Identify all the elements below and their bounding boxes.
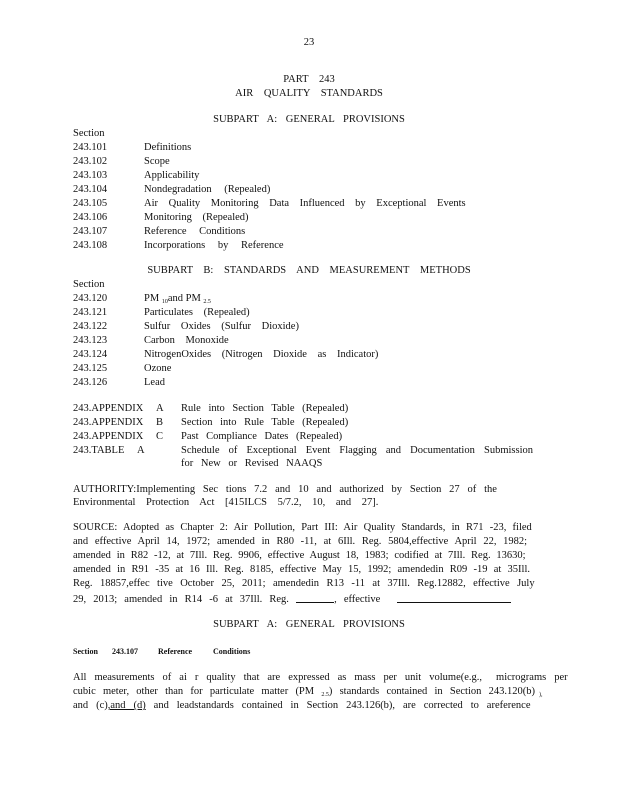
- toc-title: Sulfur Oxides (Sulfur Dioxide): [144, 321, 299, 332]
- section-column-label: Section: [73, 128, 105, 139]
- appendix-letter: C: [156, 431, 164, 442]
- appendix-number: 243.APPENDIX: [73, 403, 144, 414]
- pm-label: PM: [144, 293, 160, 304]
- toc-title: Incorporations by Reference: [144, 240, 284, 251]
- subpart-a-heading-repeat: SUBPART A: GENERAL PROVISIONS: [213, 619, 405, 630]
- section-heading-number: 243.107: [112, 647, 138, 656]
- part-subtitle: AIR QUALITY STANDARDS: [235, 88, 383, 99]
- appendix-letter: A: [156, 403, 164, 414]
- toc-number: 243.121: [73, 307, 108, 318]
- source-line: Reg. 18857,effec tive October 25, 2011; amendedin R13 -11 at 37Ill. Reg.12882, effective July: [73, 578, 535, 589]
- toc-title: Carbon Monoxide: [144, 335, 229, 346]
- table-number: 243.TABLE: [73, 445, 125, 456]
- toc-number: 243.125: [73, 363, 108, 374]
- toc-number: 243.105: [73, 198, 108, 209]
- appendix-number: 243.APPENDIX: [73, 431, 144, 442]
- table-title-line1: Schedule of Exceptional Event Flagging and Documentation Submission: [181, 445, 533, 456]
- toc-number: 243.124: [73, 349, 108, 360]
- authority-line: AUTHORITY:Implementing Sec tions 7.2 and 10 and authorized by Section 27 of the: [73, 484, 497, 495]
- toc-number: 243.104: [73, 184, 108, 195]
- pm10-subscript: 10: [161, 299, 168, 305]
- toc-title: Lead: [144, 377, 165, 388]
- toc-title: NitrogenOxides (Nitrogen Dioxide as Indicator): [144, 349, 379, 360]
- body-text: ),: [538, 692, 543, 698]
- subpart-b-heading: SUBPART B: STANDARDS AND MEASUREMENT METHODS: [147, 265, 471, 276]
- body-text-inserted: ,and (d): [107, 700, 146, 711]
- body-text: and (c): [73, 700, 108, 711]
- body-line: [73, 701, 531, 712]
- toc-number: 243.126: [73, 377, 108, 388]
- toc-title: Nondegradation (Repealed): [144, 184, 271, 195]
- toc-title: Ozone: [144, 363, 172, 374]
- table-title-line2: for New or Revised NAAQS: [181, 458, 323, 469]
- body-text: and leadstandards contained in Section 243.126(b), are corrected to areference: [153, 700, 531, 711]
- toc-title: Scope: [144, 156, 170, 167]
- source-line: amended in R82 -12, at 7Ill. Reg. 9906, effective August 18, 1983; codified at 7Ill. Reg. 13630;: [73, 550, 526, 561]
- section-heading-title: Reference: [158, 647, 193, 656]
- toc-number: 243.123: [73, 335, 108, 346]
- toc-title: Reference Conditions: [144, 226, 246, 237]
- toc-title: Air Quality Monitoring Data Influenced by Exceptional Events: [144, 198, 466, 209]
- body-text: cubic meter, other than for particulate matter (PM: [73, 686, 315, 697]
- toc-number: 243.106: [73, 212, 108, 223]
- toc-number: 243.107: [73, 226, 108, 237]
- pm25-subscript: 2.5: [203, 299, 211, 305]
- table-letter: A: [137, 445, 145, 456]
- toc-number: 243.102: [73, 156, 108, 167]
- effective-date-blank: [397, 593, 511, 603]
- appendix-title: Past Compliance Dates (Repealed): [181, 431, 343, 442]
- pm-and-label: and PM: [167, 293, 201, 304]
- appendix-title: Section into Rule Table (Repealed): [181, 417, 349, 428]
- body-text: micrograms per: [496, 672, 568, 683]
- section-heading-label: Section: [73, 647, 98, 656]
- source-line-text: 29, 2013; amended in R14 -6 at 37Ill. Reg.: [73, 594, 289, 605]
- pm25-subscript: 2.5: [321, 692, 329, 698]
- toc-number: 243.103: [73, 170, 108, 181]
- toc-title: Applicability: [144, 170, 200, 181]
- body-line: [73, 687, 542, 698]
- part-title: PART 243: [283, 74, 335, 85]
- toc-number: 243.108: [73, 240, 108, 251]
- authority-line: Environmental Protection Act [415ILCS 5/7.2, 10, and 27].: [73, 497, 379, 508]
- subpart-a-heading: SUBPART A: GENERAL PROVISIONS: [213, 114, 405, 125]
- toc-title: [144, 294, 211, 305]
- toc-title: Monitoring (Repealed): [144, 212, 249, 223]
- source-line: and effective April 14, 1972; amended in R80 -11, at 6Ill. Reg. 5804,effective April 22, 1982;: [73, 536, 528, 547]
- body-text: ) standards contained in Section 243.120(b): [328, 686, 535, 697]
- source-line: [73, 593, 511, 606]
- section-heading-title: Conditions: [213, 647, 251, 656]
- appendix-letter: B: [156, 417, 164, 428]
- toc-title: Particulates (Repealed): [144, 307, 250, 318]
- toc-title: Definitions: [144, 142, 192, 153]
- appendix-number: 243.APPENDIX: [73, 417, 144, 428]
- section-column-label: Section: [73, 279, 105, 290]
- appendix-title: Rule into Section Table (Repealed): [181, 403, 349, 414]
- body-text: All measurements of ai r quality that are expressed as mass per unit volume(e.g.,: [73, 672, 483, 683]
- page-number: 23: [303, 37, 315, 48]
- body-line: [73, 673, 568, 684]
- register-page-blank: [296, 593, 334, 603]
- source-line-text: , effective: [334, 594, 381, 605]
- source-line: amended in R91 -35 at 16 Ill. Reg. 8185, effective May 15, 1992; amendedin R09 -19 at 35Ill.: [73, 564, 531, 575]
- toc-number: 243.120: [73, 293, 108, 304]
- source-line: SOURCE: Adopted as Chapter 2: Air Pollution, Part III: Air Quality Standards, in R71 -23, filed: [73, 522, 532, 533]
- toc-number: 243.101: [73, 142, 108, 153]
- toc-number: 243.122: [73, 321, 108, 332]
